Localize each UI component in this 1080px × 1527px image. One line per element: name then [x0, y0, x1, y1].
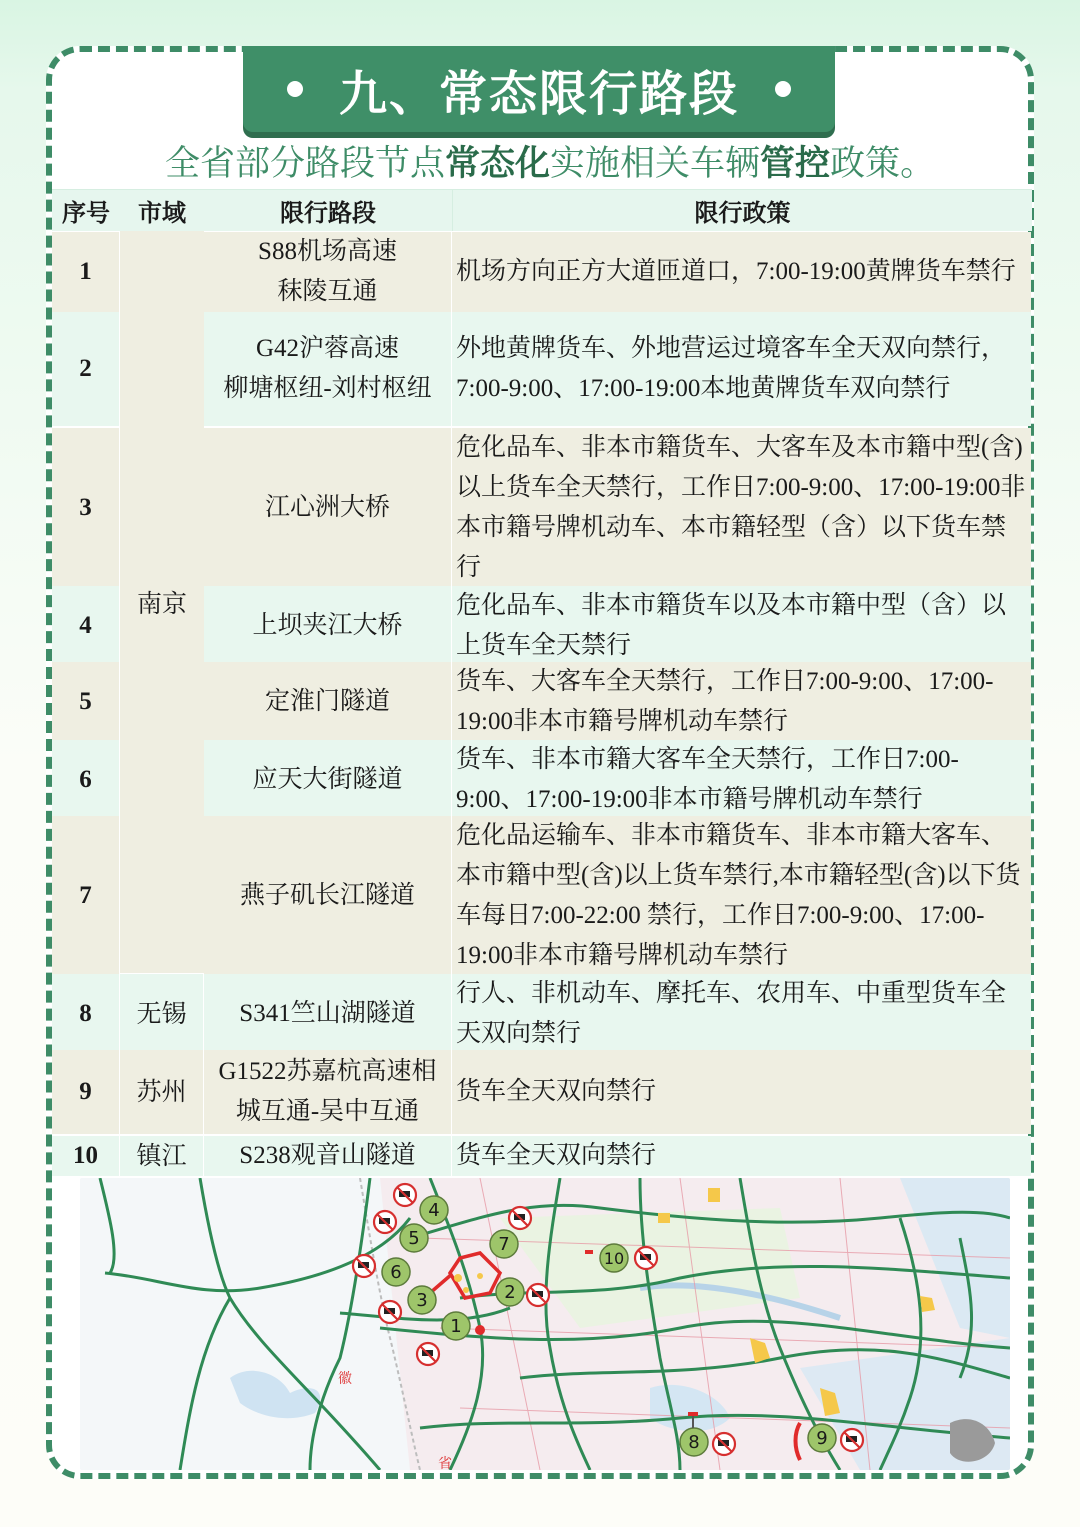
- subtitle-emphasis: 常态化: [445, 144, 551, 184]
- city-cell: 无锡: [120, 974, 203, 1054]
- policy-cell: 危化品运输车、非本市籍货车、非本市籍大客车、本市籍中型(含)以上货车禁行,本市籍轻型(含)以下货车每日7:00-22:00 禁行，工作日7:00-9:00、17:00-19:00非本市籍号牌机动车禁行: [452, 816, 1031, 976]
- road-cell: 上坝夹江大桥: [204, 586, 451, 666]
- row-number: 7: [52, 816, 119, 976]
- svg-text:7: 7: [498, 1234, 510, 1255]
- row-number: 10: [52, 1136, 119, 1176]
- table-row: [52, 661, 1032, 739]
- table-row: [52, 973, 1032, 1049]
- city-cell: 苏州: [120, 1050, 203, 1134]
- policy-cell: 货车全天双向禁行: [452, 1050, 1031, 1134]
- table-row: [52, 231, 1032, 311]
- policy-cell: 货车、非本市籍大客车全天禁行，工作日7:00-9:00、17:00-19:00非本市籍号牌机动车禁行: [452, 740, 1031, 820]
- road-cell: 应天大街隧道: [204, 740, 451, 820]
- table-row: [52, 311, 1032, 427]
- svg-text:8: 8: [688, 1432, 700, 1453]
- row-number: 5: [52, 662, 119, 742]
- map-graphic: [80, 1178, 1010, 1470]
- svg-text:10: 10: [603, 1249, 625, 1268]
- policy-cell: 机场方向正方大道匝道口，7:00-19:00黄牌货车禁行: [452, 232, 1031, 312]
- column-header-road: 限行路段: [280, 199, 376, 227]
- table-row: [52, 1049, 1032, 1135]
- row-number: 9: [52, 1050, 119, 1134]
- road-cell: 江心洲大桥: [204, 428, 451, 588]
- table-row: [52, 1135, 1032, 1175]
- column-header-number: 序号: [62, 199, 110, 227]
- city-cell: 镇江: [120, 1136, 203, 1176]
- policy-cell: 货车、大客车全天禁行，工作日7:00-9:00、17:00-19:00非本市籍号牌机动车禁行: [452, 662, 1031, 742]
- row-number: 6: [52, 740, 119, 820]
- policy-cell: 外地黄牌货车、外地营运过境客车全天双向禁行，7:00-9:00、17:00-19:00本地黄牌货车双向禁行: [452, 312, 1031, 426]
- table-row: [52, 427, 1032, 585]
- road-cell: 定淮门隧道: [204, 662, 451, 742]
- road-cell: S88机场高速 秣陵互通: [204, 232, 451, 312]
- svg-text:5: 5: [408, 1228, 420, 1249]
- row-number: 4: [52, 586, 119, 666]
- table-row: [52, 739, 1032, 815]
- city-cell: [120, 586, 203, 666]
- map-label-sheng: 省: [438, 1456, 452, 1470]
- road-cell: G42沪蓉高速 柳塘枢纽-刘村枢纽: [204, 312, 451, 426]
- row-number: 8: [52, 974, 119, 1054]
- section-title-banner: [243, 46, 835, 132]
- city-cell: [120, 816, 203, 976]
- city-cell: [120, 662, 203, 742]
- table-row: [52, 585, 1032, 661]
- policy-cell: 货车全天双向禁行: [452, 1136, 1031, 1176]
- bullet-dot-icon: [775, 81, 791, 97]
- row-number: 2: [52, 312, 119, 426]
- subtitle-emphasis: 管控: [760, 144, 831, 184]
- road-cell: S341竺山湖隧道: [204, 974, 451, 1054]
- bullet-dot-icon: [287, 81, 303, 97]
- city-cell-merged: 南京: [120, 231, 204, 973]
- road-cell: 燕子矶长江隧道: [204, 816, 451, 976]
- subtitle: [165, 136, 1045, 186]
- svg-text:6: 6: [390, 1262, 402, 1283]
- svg-text:1: 1: [450, 1316, 462, 1337]
- column-header-city: 市域: [138, 199, 186, 227]
- subtitle-text: 政策。: [830, 144, 936, 184]
- svg-text:9: 9: [816, 1428, 828, 1449]
- svg-text:4: 4: [428, 1200, 440, 1221]
- city-cell: [120, 740, 203, 820]
- row-number: 3: [52, 428, 119, 588]
- policy-cell: 行人、非机动车、摩托车、农用车、中重型货车全天双向禁行: [452, 974, 1031, 1054]
- policy-cell: 危化品车、非本市籍货车、大客车及本市籍中型(含)以上货车全天禁行，工作日7:00-9:00、17:00-19:00非本市籍号牌机动车、本市籍轻型（含）以下货车禁行: [452, 428, 1031, 588]
- road-cell: S238观音山隧道: [204, 1136, 451, 1176]
- subtitle-text: 实施相关车辆: [550, 144, 761, 184]
- table-header: [52, 189, 1032, 231]
- map-label-hui: 徽: [338, 1371, 352, 1387]
- city-cell: [120, 232, 203, 312]
- restriction-table: [52, 189, 1032, 1175]
- row-number: 1: [52, 232, 119, 312]
- city-cell: [120, 312, 203, 426]
- table-row: [52, 815, 1032, 973]
- svg-text:3: 3: [416, 1290, 428, 1311]
- page-title: 九、常态限行路段: [338, 65, 739, 122]
- subtitle-text: 全省部分路段节点: [165, 144, 446, 184]
- road-cell: G1522苏嘉杭高速相 城互通-吴中互通: [204, 1050, 451, 1134]
- table-body: [52, 231, 1032, 1175]
- policy-cell: 危化品车、非本市籍货车以及本市籍中型（含）以上货车全天禁行: [452, 586, 1031, 666]
- restriction-map: [80, 1178, 1010, 1470]
- city-cell: [120, 428, 203, 588]
- svg-text:2: 2: [504, 1282, 516, 1303]
- column-header-policy: 限行政策: [452, 190, 1032, 231]
